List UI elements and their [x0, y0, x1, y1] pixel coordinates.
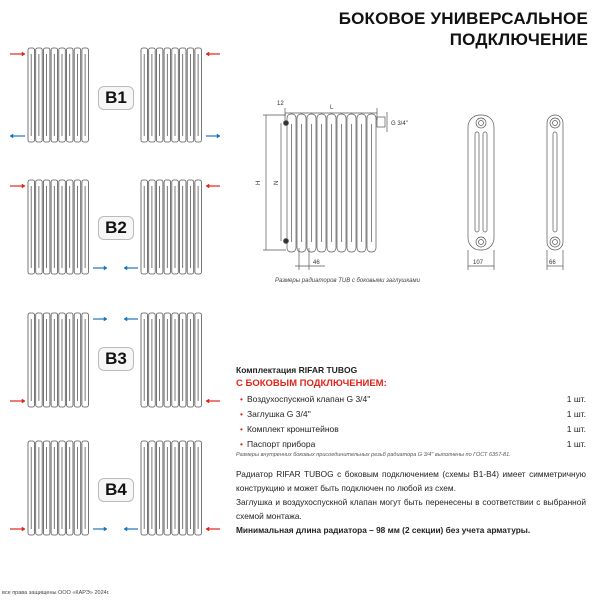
- kit-item: • Паспорт прибора 1 шт.: [240, 439, 586, 449]
- radiator-side-view-66: [547, 115, 563, 250]
- return-arrow: [124, 266, 138, 270]
- return-arrow: [124, 317, 138, 321]
- supply-arrow: [10, 399, 25, 403]
- dim-thread: G 3/4'': [391, 121, 408, 127]
- dim-66: 66: [549, 260, 556, 266]
- radiator-side-view-107: [468, 115, 494, 250]
- kit-item: • Воздухоспускной клапан G 3/4'' 1 шт.: [240, 394, 586, 404]
- radiator-icon: [28, 48, 88, 142]
- radiator-icon: [28, 313, 88, 407]
- dim-L: L: [330, 105, 334, 111]
- kit-heading: Комплектация RIFAR TUBOG: [236, 365, 358, 375]
- kit-section: [236, 365, 586, 449]
- dim-107: 107: [473, 260, 484, 266]
- scheme-label-b4: B4: [98, 478, 134, 502]
- dim-12: 12: [277, 101, 284, 107]
- bullet-icon: •: [240, 394, 243, 404]
- radiator-icon: [141, 180, 201, 274]
- supply-arrow: [10, 52, 25, 56]
- scheme-label-b1: B1: [98, 86, 134, 110]
- scheme-label-b2: B2: [98, 216, 134, 240]
- dimension-drawing: [250, 90, 600, 280]
- kit-item: • Заглушка G 3/4'' 1 шт.: [240, 409, 586, 419]
- radiator-icon: [141, 441, 201, 535]
- kit-item: • Комплект кронштейнов 1 шт.: [240, 424, 586, 434]
- connection-schemes: [0, 0, 235, 560]
- drawing-caption: Размеры радиаторов TUB с боковыми заглушками: [275, 278, 420, 284]
- return-arrow: [93, 266, 107, 270]
- dim-H: H: [256, 180, 262, 185]
- bullet-icon: •: [240, 439, 243, 449]
- return-arrow: [10, 134, 25, 138]
- dim-46: 46: [313, 260, 320, 266]
- return-arrow: [93, 317, 107, 321]
- description: Радиатор RIFAR TUBOG с боковым подключением (схемы В1-В4) имеет симметричную конструкцию и может быть подключен по любой из схем. Заглушка и воздухоспускной клапан могут быть перенесены в соответствии с выбранной схемой монтажа. Минимальная длина радиатора – 98 мм (2 секции) без учета арматуры.: [236, 469, 586, 535]
- dim-N: N: [274, 180, 280, 185]
- radiator-icon: [28, 180, 88, 274]
- supply-arrow: [10, 184, 25, 188]
- supply-arrow: [10, 527, 25, 531]
- thread-note: Размеры внутренних боковых присоединительных резьб радиатора G 3/4'' выполнены по ГОСТ 6357-81.: [236, 452, 511, 458]
- radiator-icon: [141, 48, 201, 142]
- supply-arrow: [206, 184, 220, 188]
- kit-subheading: С БОКОВЫМ ПОДКЛЮЧЕНИЕМ:: [236, 378, 387, 389]
- return-arrow: [124, 527, 138, 531]
- radiator-icon: [141, 313, 201, 407]
- copyright: все права защищены ООО «КАРЭ» 2024г.: [2, 590, 110, 596]
- page-title: БОКОВОЕ УНИВЕРСАЛЬНОЕ ПОДКЛЮЧЕНИЕ: [338, 9, 588, 49]
- radiator-icon: [28, 441, 88, 535]
- supply-arrow: [206, 527, 220, 531]
- bullet-icon: •: [240, 409, 243, 419]
- scheme-label-b3: B3: [98, 347, 134, 371]
- return-arrow: [206, 134, 220, 138]
- bullet-icon: •: [240, 424, 243, 434]
- supply-arrow: [206, 52, 220, 56]
- radiator-front-view: [284, 114, 377, 252]
- supply-arrow: [206, 399, 220, 403]
- return-arrow: [93, 527, 107, 531]
